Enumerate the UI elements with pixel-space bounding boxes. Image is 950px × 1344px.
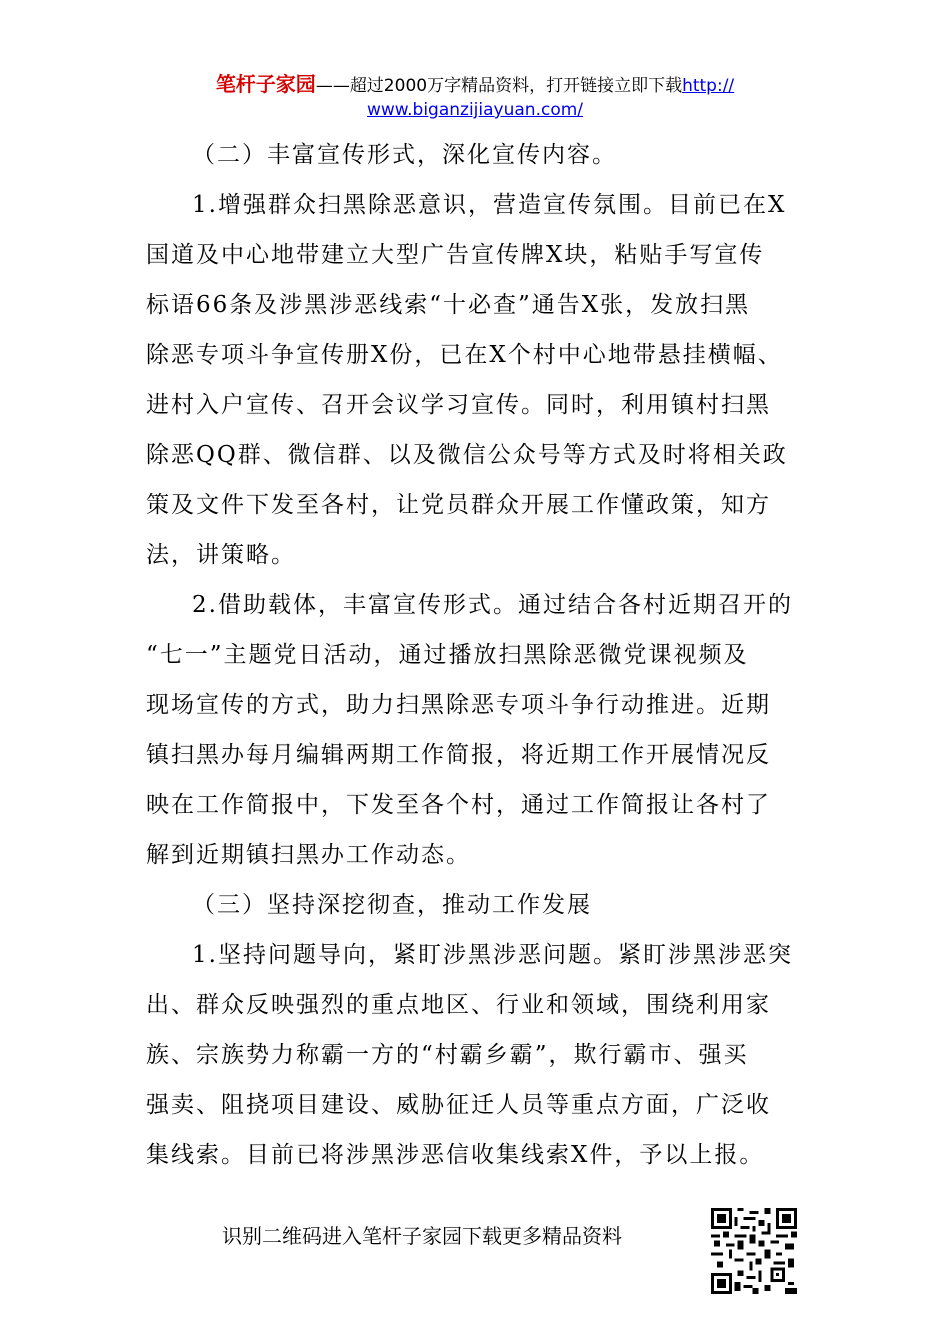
paragraph-line: 国道及中心地带建立大型广告宣传牌X块，粘贴手写宣传 [146, 242, 765, 268]
qr-code-icon[interactable] [711, 1208, 797, 1294]
paragraph-line: 2.借助载体，丰富宣传形式。通过结合各村近期召开的 [192, 592, 793, 618]
paragraph-line: 集线索。目前已将涉黑涉恶信收集线索X件，予以上报。 [146, 1142, 765, 1168]
brand-name: 笔杆子家园 [215, 72, 316, 96]
paragraph-line: 除恶QQ群、微信群、以及微信公众号等方式及时将相关政 [146, 442, 788, 468]
paragraph-line: 现场宣传的方式，助力扫黑除恶专项斗争行动推进。近期 [146, 692, 771, 718]
paragraph-line: 1.增强群众扫黑除恶意识，营造宣传氛围。目前已在X [192, 192, 787, 218]
paragraph-line: 进村入户宣传、召开会议学习宣传。同时，利用镇村扫黑 [146, 392, 771, 418]
section-heading-2: （二）丰富宣传形式，深化宣传内容。 [192, 142, 617, 168]
paragraph-line: 标语66条及涉黑涉恶线索“十必查”通告X张，发放扫黑 [146, 292, 751, 318]
paragraph-line: 除恶专项斗争宣传册X份，已在X个村中心地带悬挂横幅、 [146, 342, 783, 368]
paragraph-line: 出、群众反映强烈的重点地区、行业和领域，围绕利用家 [146, 992, 771, 1018]
footer-caption: 识别二维码进入笔杆子家园下载更多精品资料 [222, 1224, 622, 1248]
paragraph-line: 法，讲策略。 [146, 542, 296, 568]
paragraph-line: “七一”主题党日活动，通过播放扫黑除恶微党课视频及 [146, 642, 749, 668]
paragraph-line: 解到近期镇扫黑办工作动态。 [146, 842, 471, 868]
paragraph-line: 策及文件下发至各村，让党员群众开展工作懂政策，知方 [146, 492, 771, 518]
section-heading-3: （三）坚持深挖彻查，推动工作发展 [192, 892, 592, 918]
page-header [0, 72, 950, 122]
download-link-part1[interactable]: http:// [682, 76, 735, 96]
paragraph-line: 强卖、阻挠项目建设、威胁征迁人员等重点方面，广泛收 [146, 1092, 771, 1118]
header-slogan: ——超过2000万字精品资料，打开链接立即下载 [315, 76, 683, 96]
paragraph-line: 镇扫黑办每月编辑两期工作简报，将近期工作开展情况反 [146, 742, 771, 768]
download-link-part2[interactable]: www.biganzijiayuan.com/ [366, 100, 584, 120]
paragraph-line: 映在工作简报中，下发至各个村，通过工作简报让各村了 [146, 792, 771, 818]
paragraph-line: 族、宗族势力称霸一方的“村霸乡霸”，欺行霸市、强买 [146, 1042, 749, 1068]
paragraph-line: 1.坚持问题导向，紧盯涉黑涉恶问题。紧盯涉黑涉恶突 [192, 942, 793, 968]
document-body [146, 130, 814, 1180]
